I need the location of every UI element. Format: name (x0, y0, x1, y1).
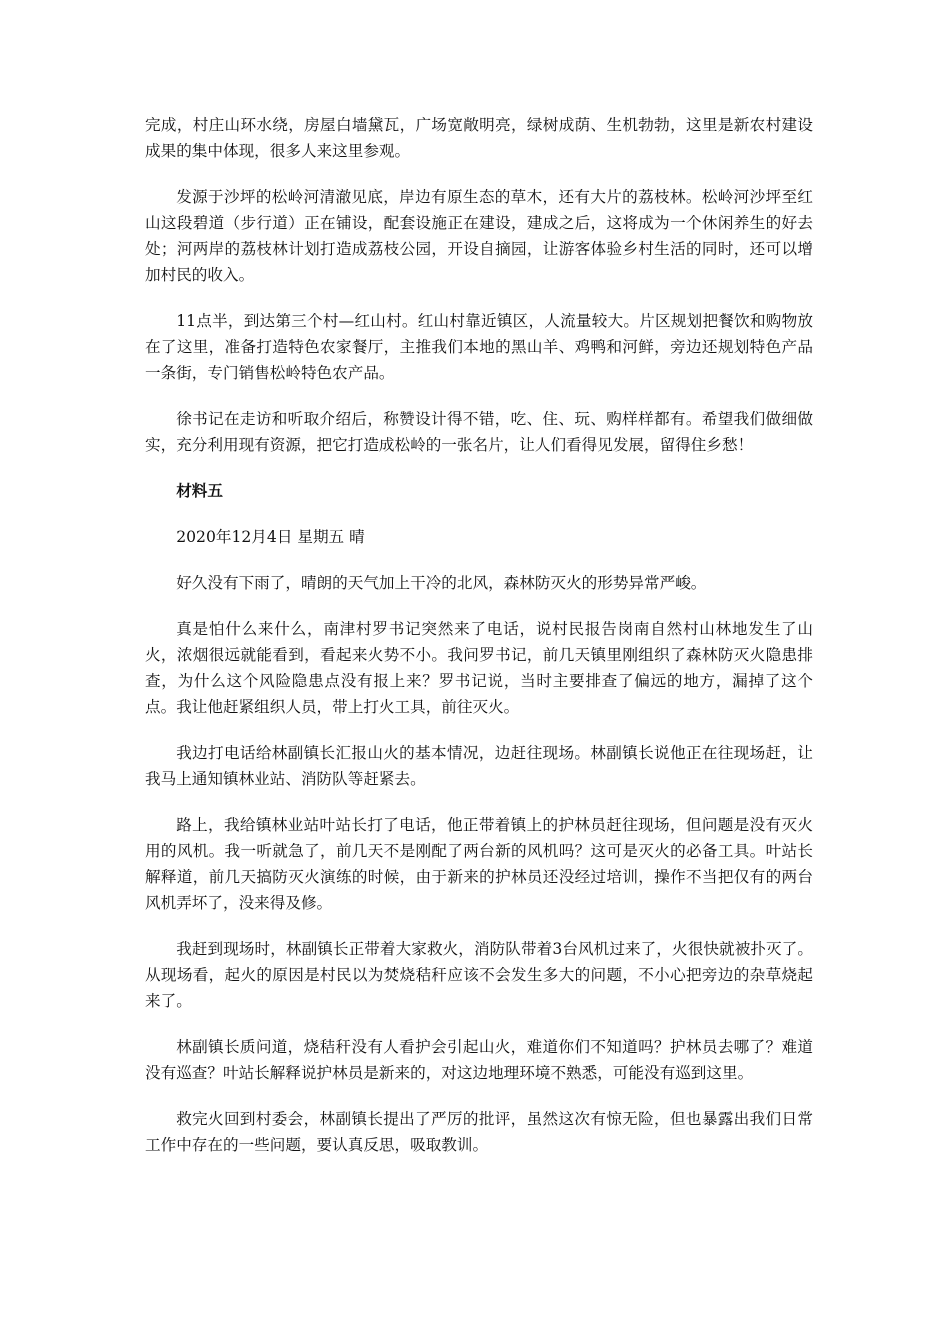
paragraph-fire-extinguished: 我赶到现场时，林副镇长正带着大家救火，消防队带着3台风机过来了，火很快就被扑灭了。从现场看，起火的原因是村民以为焚烧秸秆应该不会发生多大的问题，不小心把旁边的杂草烧起来了。 (145, 940, 813, 1010)
paragraph-questioning: 林副镇长质问道，烧秸秆没有人看护会引起山火，难道你们不知道吗？护林员去哪了？难道没有巡查？叶站长解释说护林员是新来的，对这边地理环境不熟悉，可能没有巡到这里。 (145, 1038, 813, 1082)
paragraph-fire-report: 真是怕什么来什么，南津村罗书记突然来了电话，说村民报告岗南自然村山林地发生了山火，浓烟很远就能看到，看起来火势不小。我问罗书记，前几天镇里刚组织了森林防灭火隐患排查，为什么这个风险隐患点没有报上来？罗书记说，当时主要排查了偏远的地方，漏掉了这个点。我让他赶紧组织人员，带上打火工具，前往灭火。 (145, 620, 813, 716)
document-page (145, 112, 813, 1178)
paragraph-hongshan-village: 11点半，到达第三个村—红山村。红山村靠近镇区，人流量较大。片区规划把餐饮和购物放在了这里，准备打造特色农家餐厅，主推我们本地的黑山羊、鸡鸭和河鲜，旁边还规划特色产品一条街，专门销售松岭特色农产品。 (145, 312, 813, 382)
paragraph-blower-problem: 路上，我给镇林业站叶站长打了电话，他正带着镇上的护林员赶往现场，但问题是没有灭火用的风机。我一听就急了，前几天不是刚配了两台新的风机吗？这可是灭火的必备工具。叶站长解释道，前几天搞防灭火演练的时候，由于新来的护林员还没经过培训，操作不当把仅有的两台风机弄坏了，没来得及修。 (145, 816, 813, 912)
section-heading: 材料五 (176, 481, 223, 500)
paragraph-secretary-xu: 徐书记在走访和听取介绍后，称赞设计得不错，吃、住、玩、购样样都有。希望我们做细做实，充分利用现有资源，把它打造成松岭的一张名片，让人们看得见发展，留得住乡愁！ (145, 410, 813, 454)
paragraph-report-to-deputy: 我边打电话给林副镇长汇报山火的基本情况，边赶往现场。林副镇长说他正在往现场赶，让我马上通知镇林业站、消防队等赶紧去。 (145, 744, 813, 788)
paragraph-criticism: 救完火回到村委会，林副镇长提出了严厉的批评，虽然这次有惊无险，但也暴露出我们日常工作中存在的一些问题，要认真反思，吸取教训。 (145, 1110, 813, 1154)
diary-date-line: 2020年12月4日 星期五 晴 (176, 528, 365, 546)
paragraph-continuation: 完成，村庄山环水绕，房屋白墙黛瓦，广场宽敞明亮，绿树成荫、生机勃勃，这里是新农村建设成果的集中体现，很多人来这里参观。 (145, 116, 813, 160)
paragraph-weather: 好久没有下雨了，晴朗的天气加上干冷的北风，森林防灭火的形势异常严峻。 (176, 574, 707, 592)
paragraph-songling-river: 发源于沙坪的松岭河清澈见底，岸边有原生态的草木，还有大片的荔枝林。松岭河沙坪至红山这段碧道（步行道）正在铺设，配套设施正在建设，建成之后，这将成为一个休闲养生的好去处；河两岸的荔枝林计划打造成荔枝公园，开设自摘园，让游客体验乡村生活的同时，还可以增加村民的收入。 (145, 188, 813, 284)
